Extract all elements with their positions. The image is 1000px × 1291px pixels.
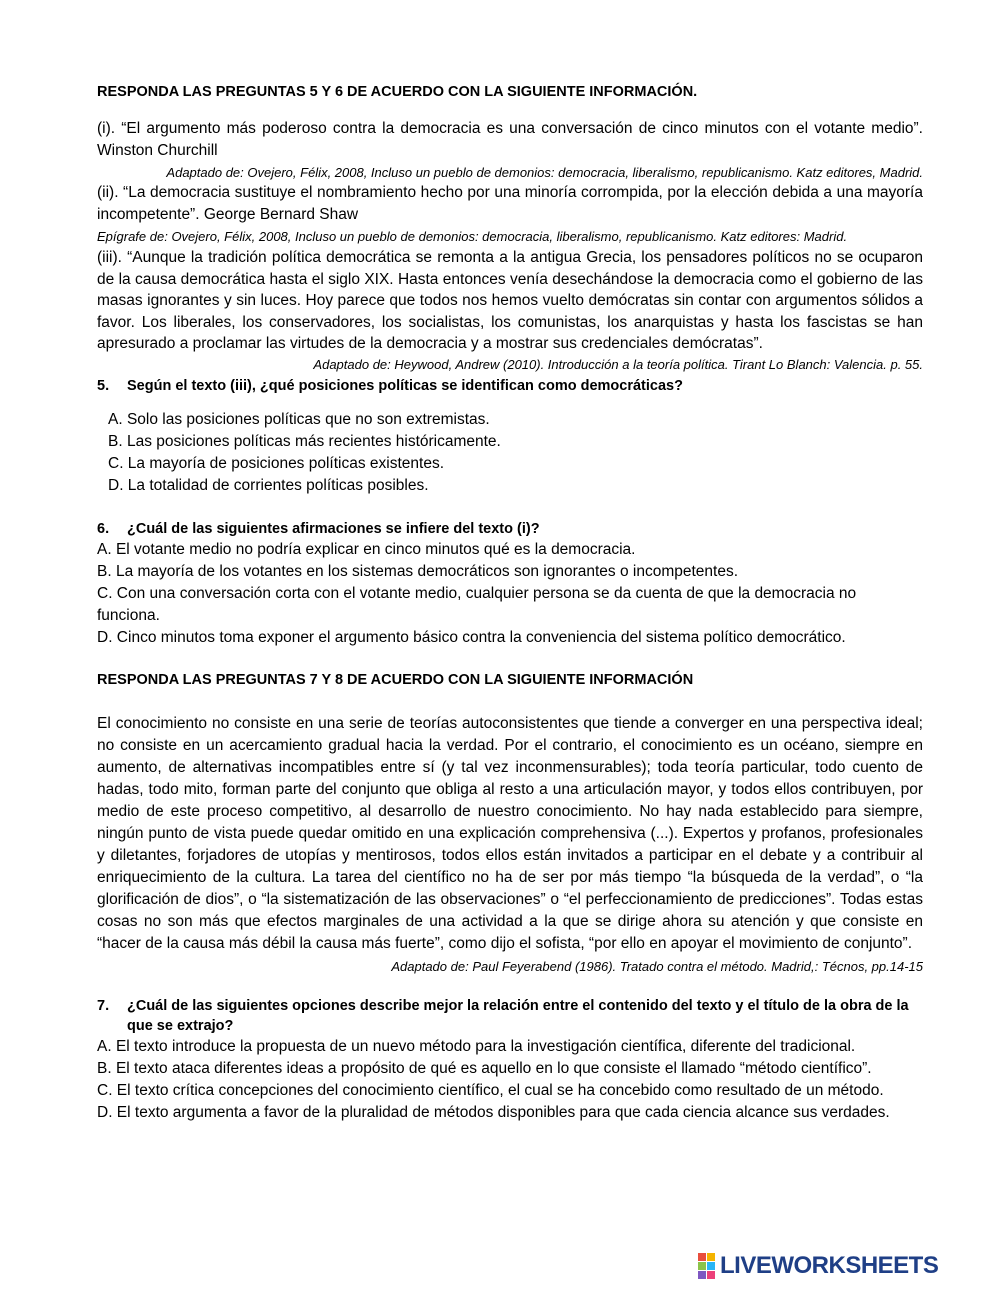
logo-wordmark: LIVEWORKSHEETS	[720, 1252, 939, 1279]
logo-mark-icon	[698, 1253, 715, 1279]
option-6b[interactable]: B. La mayoría de los votantes en los sistemas democráticos son ignorantes o incompetentes.	[97, 562, 739, 580]
question-7	[97, 996, 923, 1036]
option-7c[interactable]: C. El texto crítica concepciones del conocimiento científico, el cual se ha concebido como resultado de un método.	[97, 1081, 884, 1099]
section-heading-7-8: RESPONDA LAS PREGUNTAS 7 Y 8 DE ACUERDO CON LA SIGUIENTE INFORMACIÓN	[97, 671, 694, 688]
question-text: Según el texto (iii), ¿qué posiciones políticas se identifican como democráticas?	[127, 377, 683, 394]
section-heading-5-6: RESPONDA LAS PREGUNTAS 5 Y 6 DE ACUERDO CON LA SIGUIENTE INFORMACIÓN.	[97, 84, 698, 100]
option-5c[interactable]: C. La mayoría de posiciones políticas existentes.	[108, 454, 445, 472]
question-text: ¿Cuál de las siguientes opciones describe mejor la relación entre el contenido del texto y el título de la obra de la que se extrajo?	[127, 997, 909, 1034]
citation-ii: Epígrafe de: Ovejero, Félix, 2008, Incluso un pueblo de demonios: democracia, liberalismo, republicanismo. Katz editores: Madrid.	[97, 229, 848, 244]
citation-feyerabend: Adaptado de: Paul Feyerabend (1986). Tratado contra el método. Madrid,: Técnos, pp.14-15	[391, 958, 923, 974]
question-6	[97, 519, 923, 539]
option-5d[interactable]: D. La totalidad de corrientes políticas posibles.	[108, 476, 429, 494]
option-6a[interactable]: A. El votante medio no podría explicar en cinco minutos qué es la democracia.	[97, 540, 636, 558]
option-5a[interactable]: A. Solo las posiciones políticas que no son extremistas.	[108, 410, 490, 428]
quote-iii: (iii). “Aunque la tradición política democrática se remonta a la antigua Grecia, los pensadores políticos no se ocuparon de la causa democrática hasta el siglo XIX. Hasta entonces venía desechándose la democracia como el gobierno de las masas ignorantes y sin luces. Hoy parece que todos nos hemos vuelto demócratas sin contar con argumentos sólidos a favor. Los liberales, los conservadores, los socialistas, los comunistas, los anarquistas y hasta los fascistas se han apresurado a proclamar las virtudes de la democracia y a mostrar sus credenciales demócratas”.	[97, 249, 923, 352]
option-5b[interactable]: B. Las posiciones políticas más recientes históricamente.	[108, 432, 501, 450]
question-6-options	[97, 539, 923, 649]
option-6c[interactable]: C. Con una conversación corta con el votante medio, cualquier persona se da cuenta de que la democracia no funciona.	[97, 584, 857, 624]
quote-i: (i). “El argumento más poderoso contra la democracia es una conversación de cinco minutos con el votante medio”. Winston Churchill	[97, 120, 923, 159]
citation-iii: Adaptado de: Heywood, Andrew (2010). Introducción a la teoría política. Tirant Lo Blanch: Valencia. p. 55.	[313, 356, 923, 372]
question-number: 7.	[97, 997, 110, 1014]
worksheet-page	[97, 72, 923, 1124]
passage-feyerabend: El conocimiento no consiste en una serie de teorías autoconsistentes que tiende a converger en una perspectiva ideal; no consiste en un acercamiento gradual hacia la verdad. Por el contrario, el conocimiento es un océano, siempre en aumento, de alternativas incompatibles entre sí (y tal vez inconmensurables); toda teoría particular, todo cuento de hadas, todo mito, forman parte del conjunto que obliga al resto a una articulación mayor, y todos ellos contribuyen, por medio de este proceso competitivo, al desarrollo de nuestro conocimiento. No hay nada establecido para siempre, ningún punto de vista puede quedar omitido en una explicación comprehensiva (...). Expertos y profanos, profesionales y diletantes, forjadores de utopías y mentirosos, todos ellos están invitados a participar en el debate y a contribuir al enriquecimiento de la cultura. La tarea del científico no ha de ser por más tiempo “la búsqueda de la verdad”, o “la glorificación de dios”, o “la sistematización de las observaciones” o “el perfeccionamiento de predicciones”. Todas estas cosas no son más que efectos marginales de una actividad a la que se dirige ahora su atención y que consiste en “hacer de la causa más débil la causa más fuerte”, como dijo el sofista, “por ello en apoyar el movimiento de conjunto”.	[97, 714, 923, 952]
option-7b[interactable]: B. El texto ataca diferentes ideas a propósito de qué es aquello en lo que consiste el llamado “método científico”.	[97, 1059, 872, 1077]
option-7a[interactable]: A. El texto introduce la propuesta de un nuevo método para la investigación científica, diferente del tradicional.	[97, 1037, 856, 1055]
citation-i: Adaptado de: Ovejero, Félix, 2008, Incluso un pueblo de demonios: democracia, liberalismo, republicanismo. Katz editores, Madrid.	[166, 165, 923, 180]
option-7d[interactable]: D. El texto argumenta a favor de la pluralidad de métodos disponibles para que cada ciencia alcance sus verdades.	[97, 1103, 890, 1121]
question-text: ¿Cuál de las siguientes afirmaciones se infiere del texto (i)?	[127, 520, 540, 537]
question-5	[97, 376, 923, 396]
option-6d[interactable]: D. Cinco minutos toma exponer el argumento básico contra la conveniencia del sistema político democrático.	[97, 628, 846, 646]
question-7-options	[97, 1036, 923, 1124]
question-number: 5.	[97, 377, 110, 394]
question-number: 6.	[97, 520, 110, 537]
liveworksheets-logo	[698, 1252, 938, 1280]
quote-ii: (ii). “La democracia sustituye el nombramiento hecho por una minoría corrompida, por la elección debida a una mayoría incompetente”. George Bernard Shaw	[97, 184, 923, 223]
question-5-options	[97, 409, 923, 497]
